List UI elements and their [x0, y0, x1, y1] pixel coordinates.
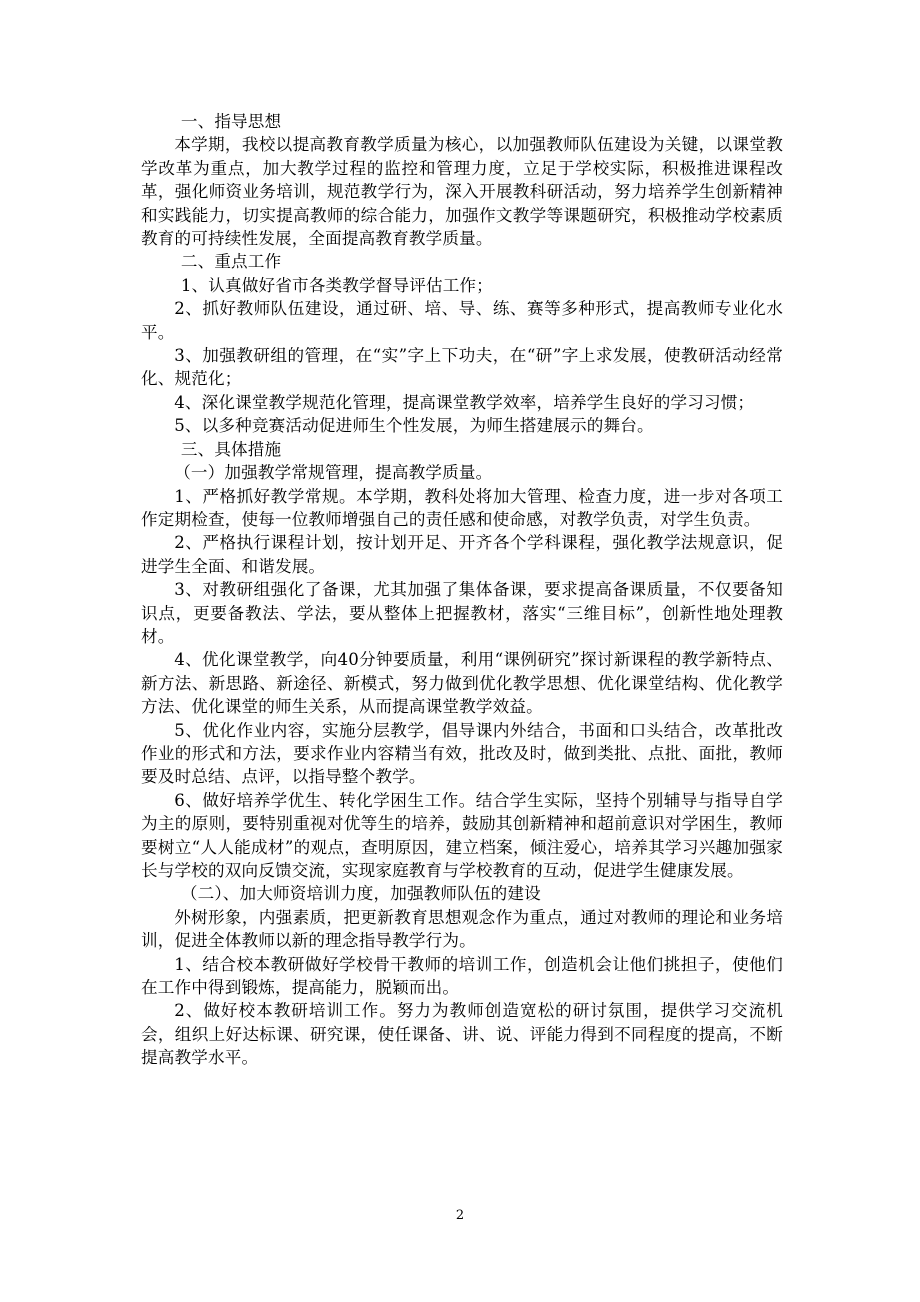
paragraph-measure-6: 6、做好培养学优生、转化学困生工作。结合学生实际，坚持个别辅导与指导自学为主的原则，要特别重视对优等生的培养，鼓励其创新精神和超前意识对学困生，教师要树立“人人能成材”的观点，查明原因，建立档案，倾注爱心，培养其学习兴趣加强家长与学校的双向反馈交流，实现家庭教育与学校教育的互动，促进学生健康发展。: [141, 790, 783, 880]
paragraph-training-1: 1、结合校本教研做好学校骨干教师的培训工作，创造机会让他们挑担子，使他们在工作中得到锻炼，提高能力，脱颖而出。: [141, 954, 783, 998]
paragraph-measure-4: 4、优化课堂教学，向40分钟要质量，利用“课例研究”探讨新课程的教学新特点、新方法、新思路、新途径、新模式，努力做到优化教学思想、优化课堂结构、优化教学方法、优化课堂的师生关系，从而提高课堂教学效益。: [141, 650, 783, 717]
paragraph-training-intro: 外树形象，内强素质，把更新教育思想观念作为重点，通过对教师的理论和业务培训，促进全体教师以新的理念指导教学行为。: [141, 907, 783, 951]
page-number: 2: [455, 1208, 465, 1223]
section-heading-measures: 三、具体措施: [180, 439, 282, 459]
paragraph-measure-3: 3、对教研组强化了备课，尤其加强了集体备课，要求提高备课质量，不仅要备知识点，更要备教法、学法，要从整体上把握教材，落实“三维目标”，创新性地处理教材。: [141, 580, 783, 646]
section-heading-guiding-ideology: 一、指导思想: [180, 112, 282, 131]
subsection-heading-routine-management: （一）加强教学常规管理，提高教学质量。: [174, 463, 493, 483]
paragraph-measure-2: 2、严格执行课程计划，按计划开足、开齐各个学科课程，强化教学法规意识，促进学生全面、和谐发展。: [141, 533, 783, 576]
paragraph-training-2: 2、做好校本教研培训工作。努力为教师创造宽松的研讨氛围，提供学习交流机会，组织上好达标课、研究课，使任课备、讲、说、评能力得到不同程度的提高，不断提高教学水平。: [141, 1001, 783, 1068]
paragraph-key-work-5: 5、以多种竞赛活动促进师生个性发展，为师生搭建展示的舞台。: [174, 416, 654, 436]
paragraph-key-work-3: 3、加强教研组的管理，在“实”字上下功夫，在“研”字上求发展，使教研活动经常化、规范化；: [141, 346, 783, 389]
paragraph-guiding-ideology: 本学期，我校以提高教育教学质量为核心，以加强教师队伍建设为关键，以课堂教学改革为重点，加大教学过程的监控和管理力度，立足于学校实际，积极推进课程改革，强化师资业务培训，规范教学行为，深入开展教科研活动，努力培养学生创新精神和实践能力，切实提高教师的综合能力，加强作文教学等课题研究，积极推动学校素质教育的可持续性发展，全面提高教育教学质量。: [141, 135, 783, 249]
paragraph-key-work-2: 2、抓好教师队伍建设，通过研、培、导、练、赛等多种形式，提高教师专业化水平。: [141, 299, 783, 342]
document-body: [141, 110, 783, 1070]
paragraph-measure-1: 1、严格抓好教学常规。本学期，教科处将加大管理、检查力度，进一步对各项工作定期检查，使每一位教师增强自己的责任感和使命感，对教学负责，对学生负责。: [141, 486, 783, 529]
section-heading-key-work: 二、重点工作: [180, 252, 282, 272]
subsection-heading-teacher-training: （二）、加大师资培训力度，加强教师队伍的建设: [180, 884, 541, 904]
paragraph-measure-5: 5、优化作业内容，实施分层教学，倡导课内外结合，书面和口头结合，改革批改作业的形式和方法，要求作业内容精当有效，批改及时，做到类批、点批、面批，教师要及时总结、点评，以指导整个教学。: [141, 720, 783, 787]
paragraph-key-work-4: 4、深化课堂教学规范化管理，提高课堂教学效率，培养学生良好的学习习惯；: [174, 392, 755, 412]
paragraph-key-work-1: 1、认真做好省市各类教学督导评估工作；: [180, 275, 493, 295]
